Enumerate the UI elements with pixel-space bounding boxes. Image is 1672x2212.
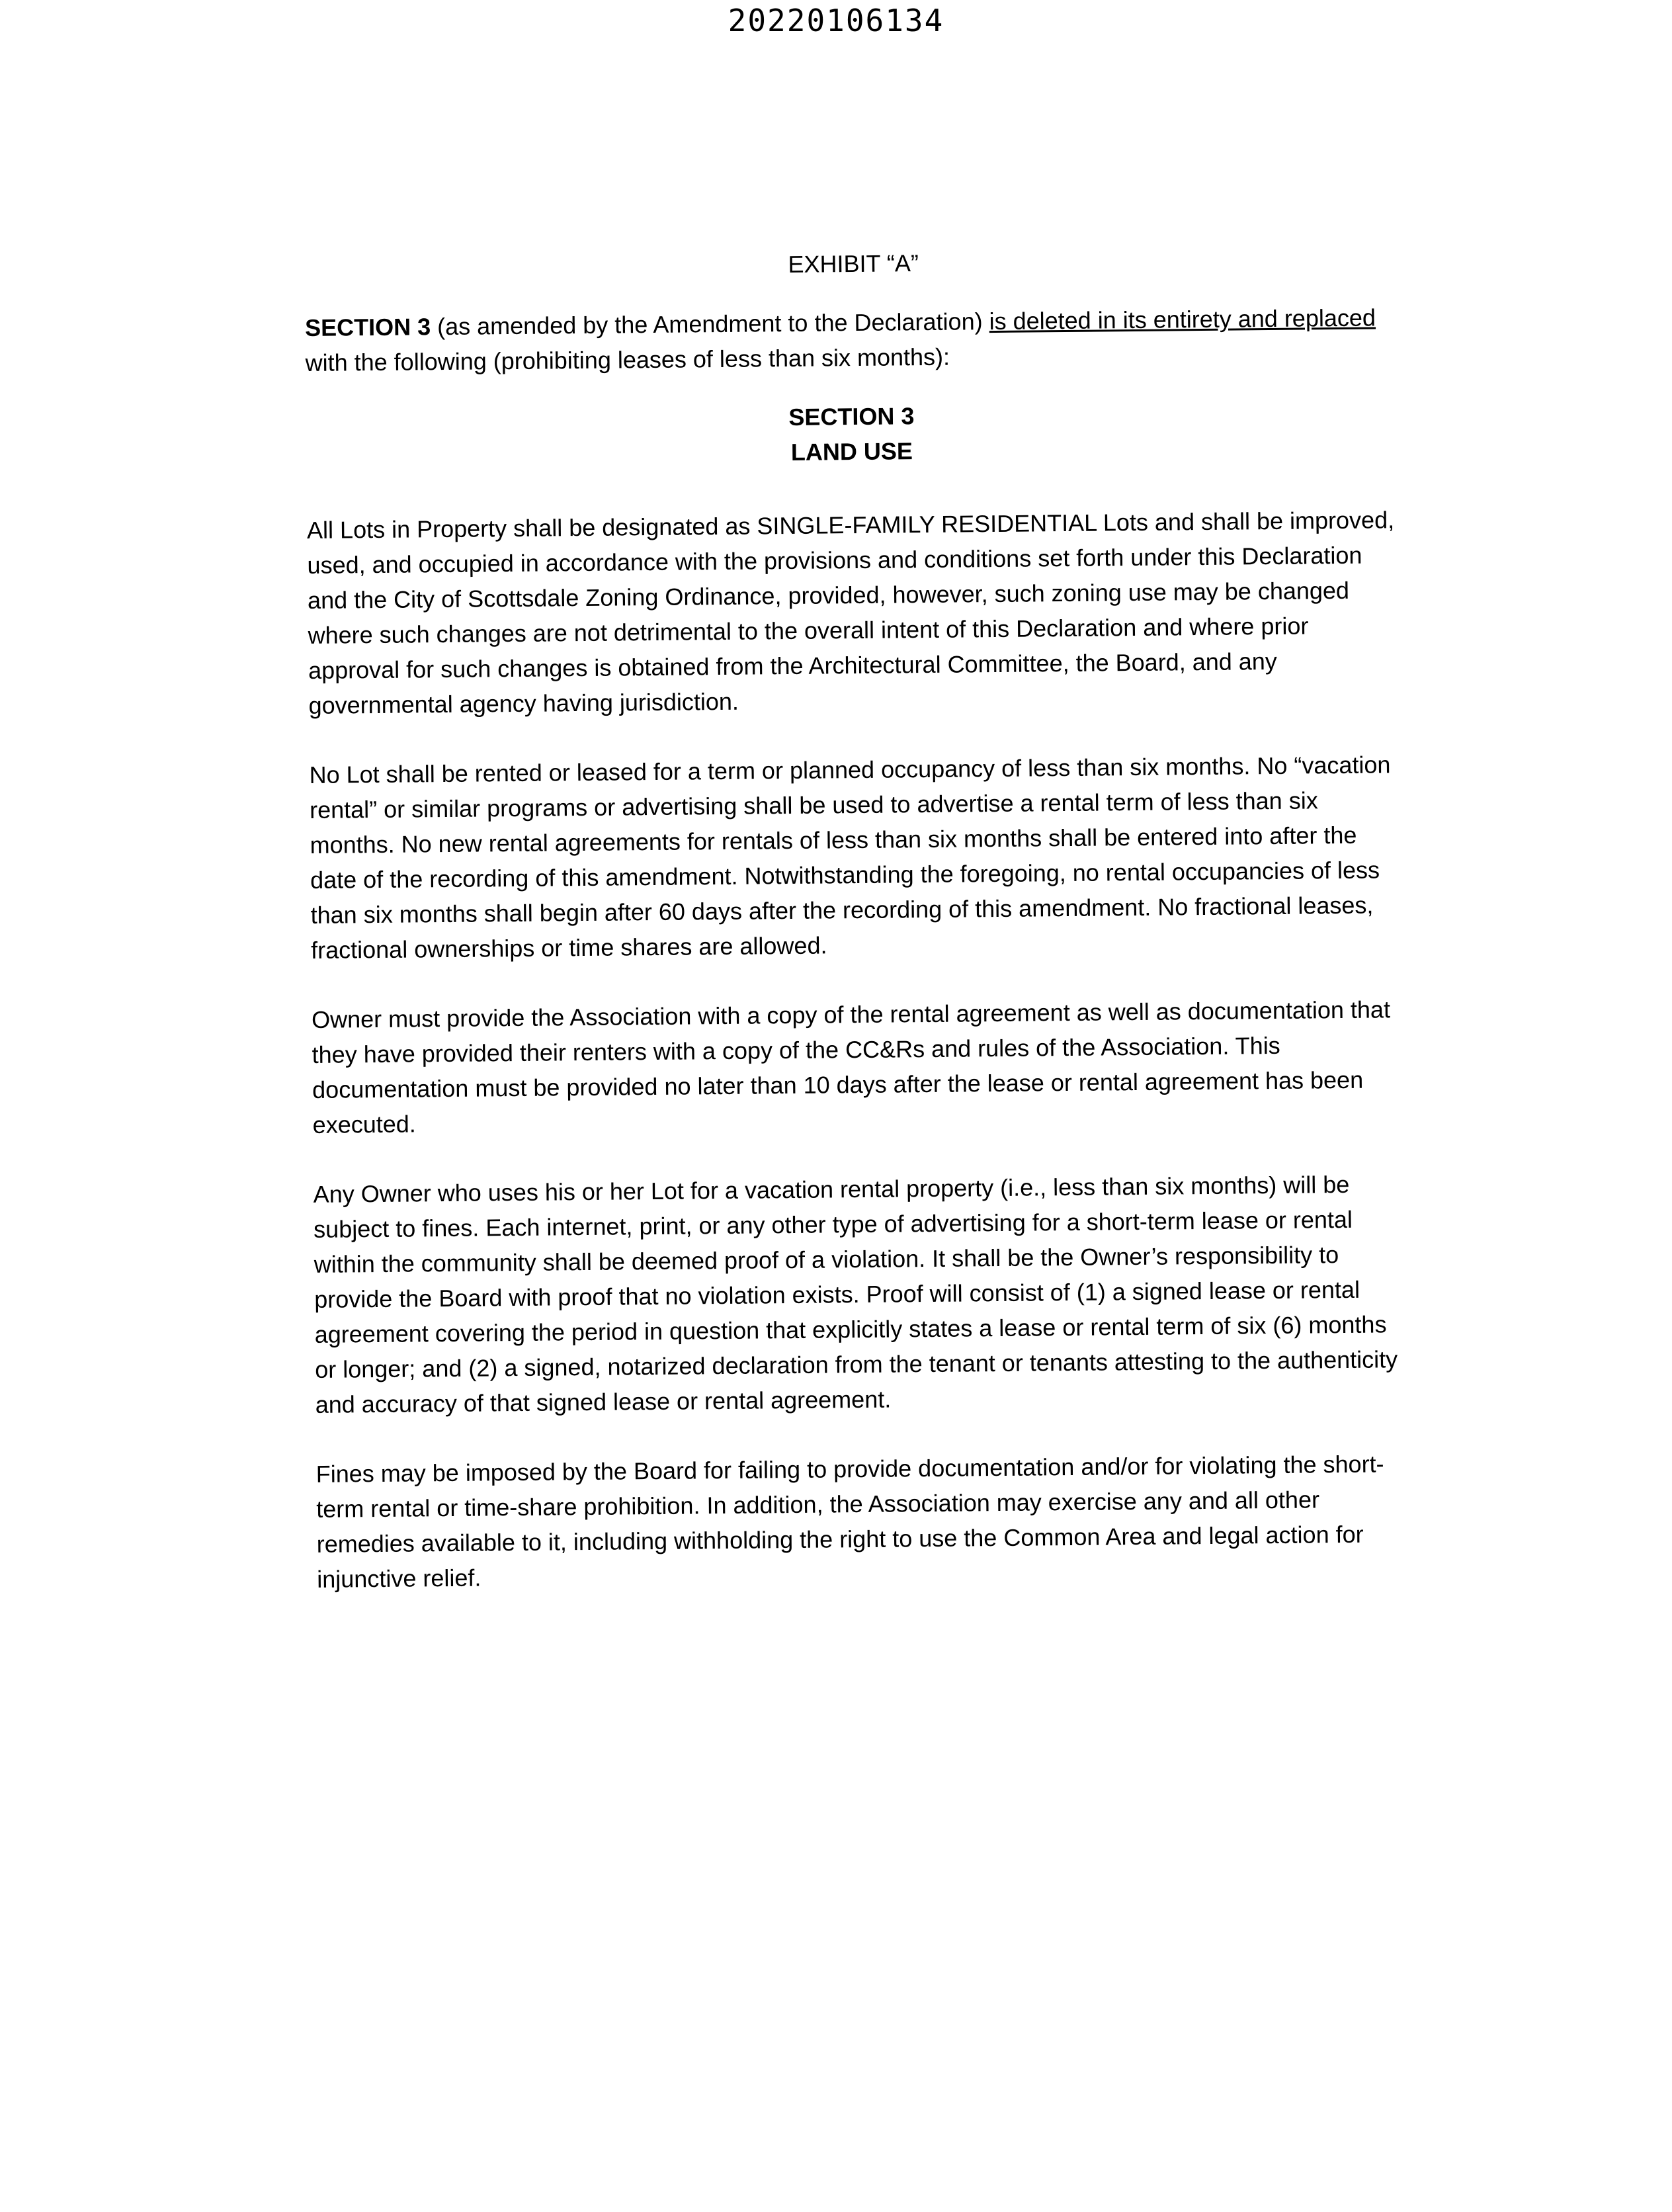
exhibit-title: EXHIBIT “A” bbox=[788, 249, 919, 278]
intro-paragraph bbox=[305, 300, 1397, 380]
intro-following-text: with the following (prohibiting leases of less than six months): bbox=[305, 343, 950, 376]
section-heading bbox=[306, 394, 1398, 474]
paragraph-land-use: All Lots in Property shall be designated as SINGLE-FAMILY RESIDENTIAL Lots and shall be improved, used, and occupied in accordance with the provisions and conditions set forth under this Declaration and the City of Scottsdale Zoning Ordinance, provided, however, such zoning use may be changed where such changes are not detrimental to the overall intent of this Declaration and where prior approval for such changes is obtained from the Architectural Committee, the Board, and any governmental agency having jurisdiction. bbox=[306, 506, 1395, 719]
paragraph-rental-term: No Lot shall be rented or leased for a term or planned occupancy of less than six months. No “vacation rental” or similar programs or advertising shall be used to advertise a rental term of less than six months. No new rental agreements for rentals of less than six months shall be entered into after the date of the recording of this amendment. Notwithstanding the foregoing, no rental occupancies of less than six months shall begin after 60 days after the recording of this amendment. No fractional leases, fractional ownerships or time shares are allowed. bbox=[309, 751, 1391, 964]
section-number: SECTION 3 bbox=[788, 402, 915, 431]
recording-number: 20220106134 bbox=[728, 3, 944, 38]
intro-deleted-text: is deleted in its entirety and replaced bbox=[989, 304, 1376, 335]
intro-section-ref: SECTION 3 bbox=[304, 313, 431, 341]
paragraph-remedies: Fines may be imposed by the Board for failing to provide documentation and/or for violating the short-term rental or time-share prohibition. In addition, the Association may exercise any and all other remedies available to it, including withholding the right to use the Common Area and legal action for injunctive relief. bbox=[315, 1450, 1384, 1593]
intro-amended-text: (as amended by the Amendment to the Declaration) bbox=[430, 308, 989, 341]
paragraph-documentation: Owner must provide the Association with a copy of the rental agreement as well as documentation that they have provided their renters with a copy of the CC&Rs and rules of the Association. This documentation must be provided no later than 10 days after the lease or rental agreement has been executed. bbox=[311, 996, 1391, 1138]
paragraph-fines-subject: Any Owner who uses his or her Lot for a vacation rental property (i.e., less than six months) will be subject to fines. Each internet, print, or any other type of advertising for a short-term lease or rental within the community shall be deemed proof of a violation. It shall be the Owner’s responsibility to provide the Board with proof that no violation exists. Proof will consist of (1) a signed lease or rental agreement covering the period in question that explicitly states a lease or rental term of six (6) months or longer; and (2) a signed, notarized declaration from the tenant or tenants attesting to the authenticity and accuracy of that signed lease or rental agreement. bbox=[313, 1170, 1398, 1418]
section-title: LAND USE bbox=[790, 437, 913, 466]
document-body bbox=[304, 241, 1409, 1631]
